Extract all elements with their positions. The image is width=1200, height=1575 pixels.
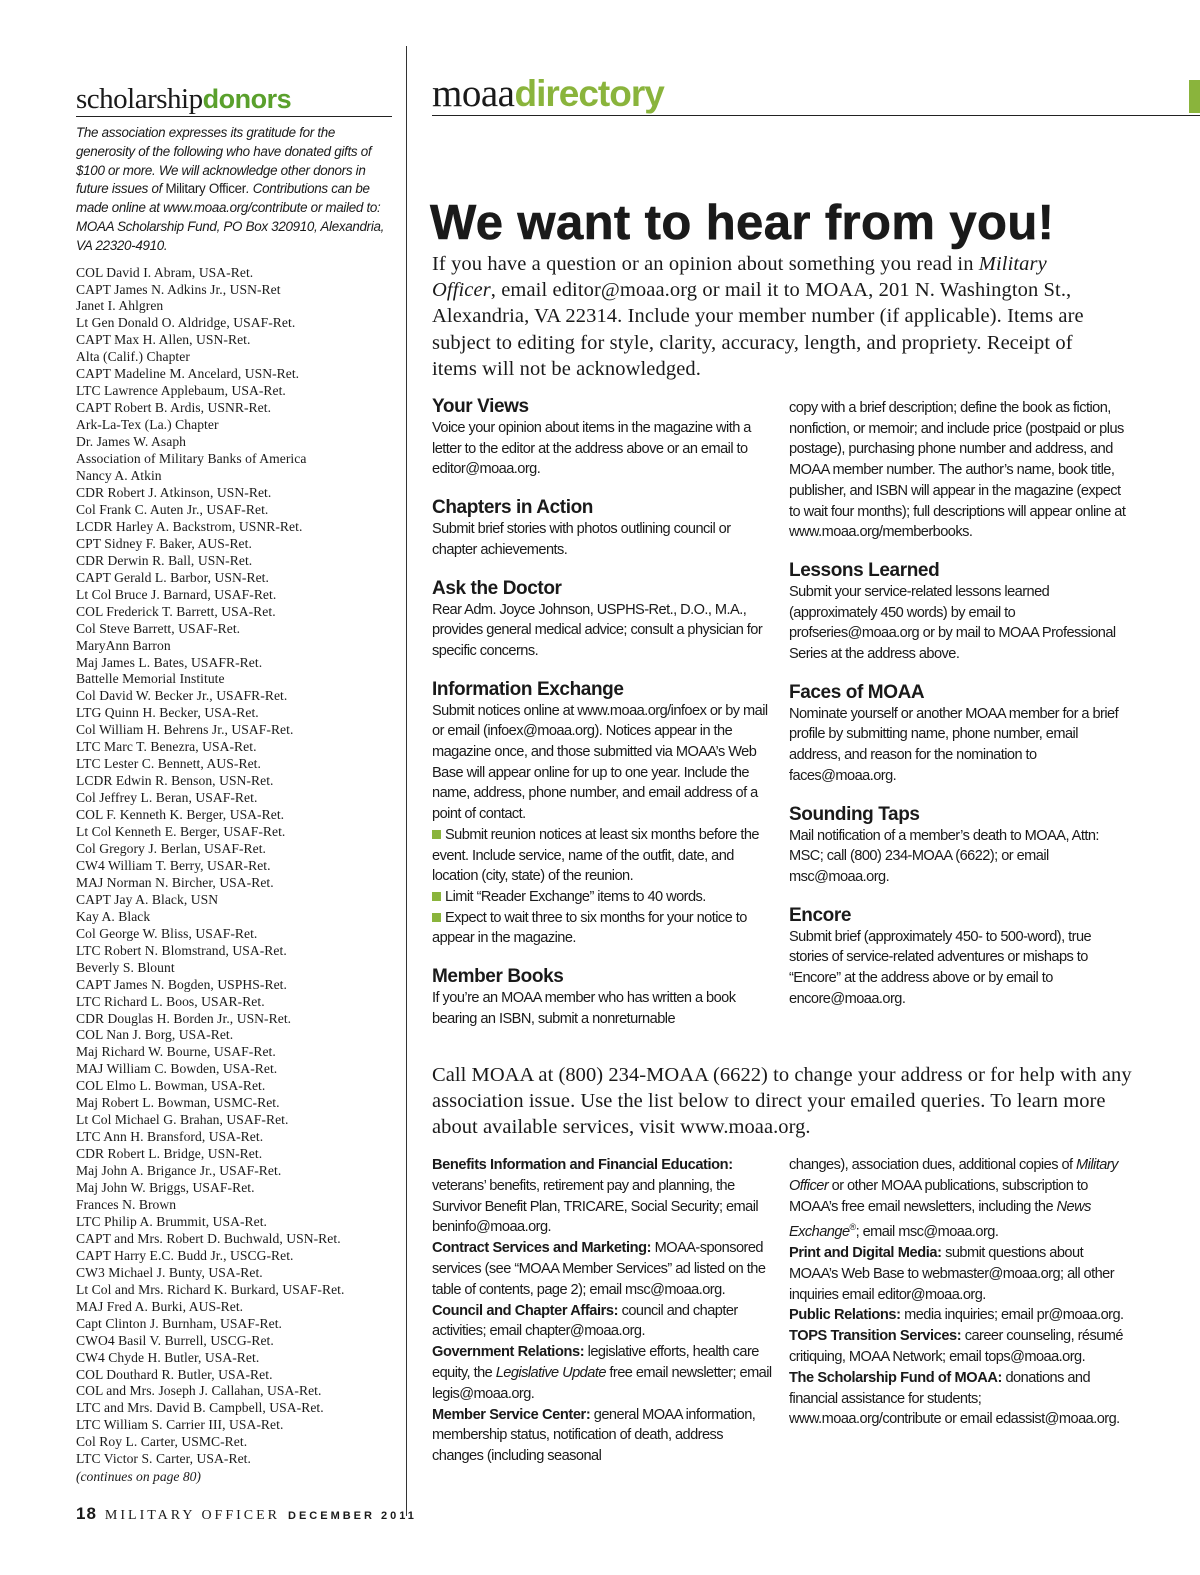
bullet-text: Expect to wait three to six months for your notice to appear in the magazine.: [432, 909, 747, 947]
service-print-digital: [789, 1243, 1129, 1305]
service-member-center: [432, 1405, 772, 1467]
service-label: Print and Digital Media:: [789, 1245, 942, 1262]
donor-entry: MaryAnn Barron: [76, 637, 171, 653]
donor-entry: Association of Military Banks of America: [76, 451, 307, 467]
publication-name: MILITARY OFFICER: [104, 1508, 281, 1523]
donor-entry: CPT Sidney F. Baker, AUS-Ret.: [76, 535, 252, 551]
donor-entry: MAJ Fred A. Burki, AUS-Ret.: [76, 1298, 244, 1314]
service-label: Member Service Center:: [432, 1406, 591, 1423]
donor-entry: CDR Robert L. Bridge, USN-Ret.: [76, 1146, 263, 1162]
donor-entry: LTC Richard L. Boos, USAR-Ret.: [76, 993, 265, 1009]
service-benefits: [432, 1155, 772, 1238]
faces-text: Nominate yourself or another MOAA member for a brief profile by submitting name, phone number, email address, and reason for the nomination to faces@moaa.org.: [789, 705, 1119, 784]
service-text-3: ; email msc@moaa.org.: [855, 1224, 999, 1241]
donor-entry: Lt Col Bruce J. Barnard, USAF-Ret.: [76, 586, 277, 602]
doctor-text: Rear Adm. Joyce Johnson, USPHS-Ret., D.O., M.A., provides general medical advice; consult a physician for specific concerns.: [432, 601, 763, 659]
issue-date: DECEMBER 2011: [288, 1510, 417, 1522]
donor-entry: Col Steve Barrett, USAF-Ret.: [76, 620, 241, 636]
your-views-text: Voice your opinion about items in the magazine with a letter to the editor at the address above or an email to editor@moaa.org.: [432, 420, 751, 478]
donors-intro: [76, 124, 394, 256]
donor-entry: MAJ Norman N. Bircher, USA-Ret.: [76, 874, 274, 890]
service-public-relations: [789, 1305, 1129, 1326]
service-contract: [432, 1238, 772, 1300]
intro-text: The association expresses its gratitude for the generosity of the following who have donated gifts of $100 or more. We will acknowledge other donors in future issues of: [76, 125, 372, 197]
donor-entry: COL and Mrs. Joseph J. Callahan, USA-Ret.: [76, 1383, 322, 1399]
title-plain: moaa: [432, 72, 515, 115]
donor-entry: Lt Col Michael G. Brahan, USAF-Ret.: [76, 1112, 289, 1128]
chapters-heading: Chapters in Action: [432, 497, 593, 519]
donor-entry: LTC Lawrence Applebaum, USA-Ret.: [76, 383, 286, 399]
page-number: 18: [76, 1504, 97, 1523]
bullet-square-icon: [432, 830, 441, 839]
service-tops: [789, 1326, 1129, 1368]
donor-entry: Lt Col Kenneth E. Berger, USAF-Ret.: [76, 824, 286, 840]
bullet-text: Limit “Reader Exchange” items to 40 words.: [445, 888, 706, 905]
service-text: changes), association dues, additional copies of: [789, 1157, 1077, 1173]
donor-entry: Maj Richard W. Bourne, USAF-Ret.: [76, 1044, 276, 1060]
bullet-text: Submit reunion notices at least six months before the event. Include service, name of the outfit, date, and location (city, state) of the reunion.: [432, 826, 759, 885]
donor-entry: CW3 Michael J. Bunty, USA-Ret.: [76, 1264, 263, 1280]
service-label: TOPS Transition Services:: [789, 1328, 962, 1345]
donor-entry: COL Elmo L. Bowman, USA-Ret.: [76, 1078, 266, 1094]
service-text: legislative efforts, health care equity, the: [432, 1344, 759, 1381]
service-text: submit questions about MOAA’s Web Base to webmaster@moaa.org; all other inquiries email editor@moaa.org.: [789, 1245, 1115, 1303]
scholarship-donors-column: [76, 84, 396, 1485]
donor-entry: Maj John A. Brigance Jr., USAF-Ret.: [76, 1163, 282, 1179]
service-publication: Military Officer: [789, 1157, 1118, 1194]
donor-entry: Col David W. Becker Jr., USAFR-Ret.: [76, 688, 288, 704]
call-moaa-paragraph: Call MOAA at (800) 234-MOAA (6622) to change your address or for help with any association issue. Use the list below to direct your emailed queries. To learn more about available services, visit www.moaa.org.: [432, 1064, 1132, 1138]
donor-entry: LCDR Harley A. Backstrom, USNR-Ret.: [76, 518, 303, 534]
faces-heading: Faces of MOAA: [789, 681, 925, 703]
donor-entry: LTC Ann H. Bransford, USA-Ret.: [76, 1129, 264, 1145]
your-views-heading: Your Views: [432, 396, 529, 417]
scholarship-donors-title: [76, 84, 392, 117]
service-council: [432, 1301, 772, 1343]
donor-entry: Ark-La-Tex (La.) Chapter: [76, 417, 219, 433]
service-text: council and chapter activities; email chapter@moaa.org.: [432, 1302, 738, 1340]
donor-entry: Col Roy L. Carter, USMC-Ret.: [76, 1434, 248, 1450]
donor-entry: CAPT Robert B. Ardis, USNR-Ret.: [76, 400, 272, 416]
books-heading: Member Books: [432, 966, 564, 988]
donor-entry: Col William H. Behrens Jr., USAF-Ret.: [76, 722, 294, 738]
bullet-square-icon: [432, 913, 441, 922]
doctor-heading: Ask the Doctor: [432, 577, 562, 599]
donor-entry: Maj Robert L. Bowman, USMC-Ret.: [76, 1095, 280, 1111]
intro-text-2: . Contributions can be made online at www.moaa.org/contribute or mailed to: MOAA Scholarship Fund, PO Box 320910, Alexandria, VA 22320-4910.: [76, 181, 385, 253]
lead-paragraph: [432, 251, 1112, 382]
moaa-directory-title: [432, 74, 1200, 116]
donor-entry: COL Frederick T. Barrett, USA-Ret.: [76, 603, 276, 619]
directory-column-left: [432, 396, 772, 1029]
encore-heading: Encore: [789, 904, 852, 926]
taps-text: Mail notification of a member’s death to MOAA, Attn: MSC; call (800) 234-MOAA (6622); or email msc@moaa.org.: [789, 827, 1099, 885]
service-text: donations and financial assistance for students; www.moaa.org/contribute or email edassist@moaa.org.: [789, 1369, 1120, 1428]
donor-entry: LTC Victor S. Carter, USA-Ret.: [76, 1451, 251, 1467]
service-text-2: or other MOAA publications, subscription to MOAA’s free email newsletters, including the: [789, 1177, 1088, 1215]
service-label: Contract Services and Marketing:: [432, 1240, 652, 1257]
donor-entry: LTG Quinn H. Becker, USA-Ret.: [76, 705, 259, 721]
donor-entry: CAPT Jay A. Black, USN: [76, 891, 219, 907]
donor-entry: Capt Clinton J. Burnham, USAF-Ret.: [76, 1315, 282, 1331]
lead-publication: Military Officer: [432, 253, 1047, 302]
donor-entry: COL Nan J. Borg, USA-Ret.: [76, 1027, 234, 1043]
infoex-bullet: [432, 887, 772, 908]
service-publication: Legislative Update: [495, 1364, 606, 1381]
intro-publication: Military Officer: [165, 181, 246, 197]
column-divider: [406, 46, 407, 1516]
service-label: Public Relations:: [789, 1307, 901, 1324]
service-label: Council and Chapter Affairs:: [432, 1302, 619, 1319]
lead-text-2: , email editor@moaa.org or mail it to MOAA, 201 N. Washington St., Alexandria, VA 22314. Include your member number (if applicable). Items are subject to editing for style, clarity, accuracy, length, and propriety. Receipt of items will not be acknowledged.: [432, 279, 1084, 380]
service-member-center-continued: [789, 1155, 1129, 1243]
donor-entry: Alta (Calif.) Chapter: [76, 349, 190, 365]
donor-entry: Maj John W. Briggs, USAF-Ret.: [76, 1180, 255, 1196]
service-government: [432, 1342, 772, 1404]
donor-entry: LTC Marc T. Benezra, USA-Ret.: [76, 739, 257, 755]
donor-entry: MAJ William C. Bowden, USA-Ret.: [76, 1061, 278, 1077]
donor-entry: Lt Col and Mrs. Richard K. Burkard, USAF-Ret.: [76, 1281, 345, 1297]
donor-entry: LTC William S. Carrier III, USA-Ret.: [76, 1417, 284, 1433]
donor-entry: Col George W. Bliss, USAF-Ret.: [76, 925, 258, 941]
donor-entry: LTC Philip A. Brummit, USA-Ret.: [76, 1213, 268, 1229]
donor-entry: LTC Robert N. Blomstrand, USA-Ret.: [76, 942, 287, 958]
lessons-heading: Lessons Learned: [789, 559, 940, 581]
donor-entry: Nancy A. Atkin: [76, 468, 162, 484]
donor-entry: Frances N. Brown: [76, 1197, 177, 1212]
service-label: Benefits Information and Financial Education:: [432, 1157, 733, 1173]
donor-entry: CAPT James N. Bogden, USPHS-Ret.: [76, 976, 287, 992]
donor-entry: COL Douthard R. Butler, USA-Ret.: [76, 1366, 273, 1382]
lead-text: If you have a question or an opinion about something you read in: [432, 253, 979, 275]
title-accent: donors: [202, 84, 292, 114]
donor-entry: Kay A. Black: [76, 908, 151, 924]
donor-entry: CAPT Harry E.C. Budd Jr., USCG-Ret.: [76, 1247, 294, 1263]
donor-entry: CAPT Madeline M. Ancelard, USN-Ret.: [76, 366, 300, 382]
encore-text: Submit brief (approximately 450- to 500-word), true stories of service-related adventures or mishaps to “Encore” at the address above or by email to encore@moaa.org.: [789, 928, 1092, 1007]
donor-entry: LTC Lester C. Bennett, AUS-Ret.: [76, 756, 261, 772]
title-accent: directory: [514, 73, 664, 114]
donor-entry: CAPT Max H. Allen, USN-Ret.: [76, 332, 251, 348]
lessons-text: Submit your service-related lessons learned (approximately 450 words) by email to profseries@moaa.org or by mail to MOAA Professional Series at the address above.: [789, 583, 1116, 663]
service-label: The Scholarship Fund of MOAA:: [789, 1369, 1002, 1386]
continues-note: (continues on page 80): [76, 1469, 201, 1485]
donor-entry: CAPT James N. Adkins Jr., USN-Ret: [76, 281, 281, 297]
donor-entry: Dr. James W. Asaph: [76, 434, 187, 450]
infoex-heading: Information Exchange: [432, 678, 624, 700]
donor-entry: COL David I. Abram, USA-Ret.: [76, 264, 254, 280]
donor-list: [76, 265, 396, 1469]
infoex-text: Submit notices online at www.moaa.org/infoex or by mail or email (infoex@moaa.org). Notices appear in the magazine once, and those submitted via MOAA’s Web Base will appear online for up to one year. Include the name, address, phone number, and email address of a point of contact.: [432, 702, 768, 823]
chapters-text: Submit brief stories with photos outlining council or chapter achievements.: [432, 521, 731, 558]
donor-entry: CW4 William T. Berry, USAR-Ret.: [76, 857, 271, 873]
service-text: media inquiries; email pr@moaa.org.: [900, 1307, 1124, 1324]
service-text: veterans’ benefits, retirement pay and planning, the Survivor Benefit Plan, TRICARE, Social Security; email beninfo@moaa.org.: [432, 1177, 759, 1236]
donor-entry: CDR Robert J. Atkinson, USN-Ret.: [76, 484, 272, 500]
donor-entry: LTC and Mrs. David B. Campbell, USA-Ret.: [76, 1400, 324, 1416]
service-text-2: free email newsletter; email legis@moaa.org.: [432, 1364, 772, 1402]
books-text-continued: copy with a brief description; define the book as fiction, nonfiction, or memoir; and include price (postpaid or plus postage), purchasing phone number and address, and MOAA member number. The author’s name, book title, publisher, and ISBN will appear in the magazine (expect to wait four months); full descriptions will appear online at www.moaa.org/memberbooks.: [789, 400, 1126, 541]
infoex-bullet: [432, 908, 772, 949]
donor-entry: CAPT and Mrs. Robert D. Buchwald, USN-Ret.: [76, 1230, 341, 1246]
service-text: MOAA-sponsored services (see “MOAA Member Services” ad listed on the table of contents, page 2); email msc@moaa.org.: [432, 1240, 766, 1298]
service-scholarship-fund: [789, 1368, 1129, 1430]
books-text: If you’re an MOAA member who has written a book bearing an ISBN, submit a nonreturnable: [432, 990, 736, 1027]
title-plain: scholarship: [76, 83, 203, 115]
directory-column-right: [789, 398, 1129, 1009]
donor-entry: COL F. Kenneth K. Berger, USA-Ret.: [76, 807, 285, 823]
page-footer: [76, 1504, 417, 1524]
service-newsletter: News Exchange: [789, 1198, 1091, 1241]
donor-entry: CWO4 Basil V. Burrell, USCG-Ret.: [76, 1332, 274, 1348]
donor-entry: CDR Derwin R. Ball, USN-Ret.: [76, 552, 253, 568]
donor-entry: Janet I. Ahlgren: [76, 298, 164, 314]
headline: We want to hear from you!: [430, 196, 1055, 250]
bullet-square-icon: [432, 892, 441, 901]
service-label: Government Relations:: [432, 1344, 585, 1361]
services-column-right: [789, 1155, 1129, 1430]
donor-entry: CAPT Gerald L. Barbor, USN-Ret.: [76, 569, 269, 585]
services-column-left: [432, 1155, 772, 1467]
donor-entry: Maj James L. Bates, USAFR-Ret.: [76, 654, 263, 670]
donor-entry: Col Frank C. Auten Jr., USAF-Ret.: [76, 501, 269, 517]
service-text: general MOAA information, membership status, notification of death, address changes (including seasonal: [432, 1406, 756, 1465]
donor-entry: CW4 Chyde H. Butler, USA-Ret.: [76, 1349, 260, 1365]
donor-entry: LCDR Edwin R. Benson, USN-Ret.: [76, 773, 274, 789]
donor-entry: Col Jeffrey L. Beran, USAF-Ret.: [76, 790, 258, 806]
donor-entry: Col Gregory J. Berlan, USAF-Ret.: [76, 840, 267, 856]
service-text: career counseling, résumé critiquing, MOAA Network; email tops@moaa.org.: [789, 1328, 1123, 1366]
donor-entry: Lt Gen Donald O. Aldridge, USAF-Ret.: [76, 315, 296, 331]
donor-entry: Beverly S. Blount: [76, 959, 175, 975]
registered-mark: ®: [849, 1222, 856, 1233]
donor-entry: CDR Douglas H. Borden Jr., USN-Ret.: [76, 1010, 292, 1026]
donor-entry: Battelle Memorial Institute: [76, 671, 225, 687]
accent-bar: [1189, 80, 1200, 113]
taps-heading: Sounding Taps: [789, 803, 920, 825]
infoex-bullet: [432, 825, 772, 887]
